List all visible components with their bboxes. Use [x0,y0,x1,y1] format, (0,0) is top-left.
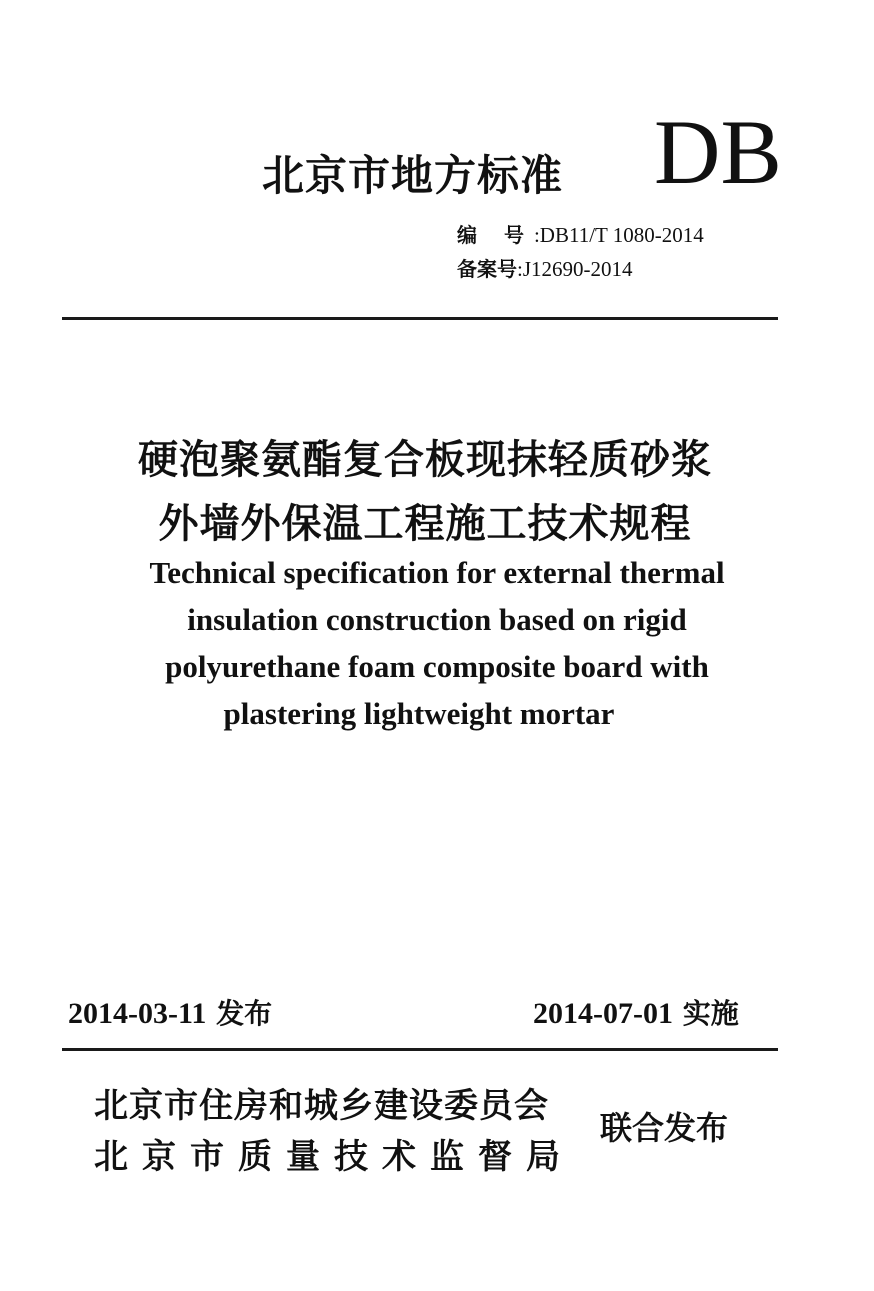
standard-number [457,219,704,248]
record-number-value: :J12690-2014 [517,257,633,281]
title-en-line-4: plastering lightweight mortar [223,696,615,731]
joint-issue-label: 联合发布 [600,1109,729,1147]
standard-type: 北京市地方标准 [262,151,564,200]
title-cn-line-1: 硬泡聚氨酯复合板现抹轻质砂浆 [138,437,712,483]
db-mark: DB [654,101,782,203]
title-cn-line-2: 外墙外保温工程施工技术规程 [158,501,692,547]
title-en-line-2: insulation construction based on rigid [187,602,687,637]
record-number-label: 备案号 [457,257,517,281]
title-en-line-3: polyurethane foam composite board with [165,649,709,684]
issue-date-value: 2014-03-11 [68,997,207,1030]
record-number [457,253,633,282]
standard-number-value: :DB11/T 1080-2014 [533,223,704,247]
title-en-line-1: Technical specification for external thermal [149,555,725,590]
issuer-line-1: 北京市住房和城乡建设委员会 [94,1086,549,1126]
standard-number-label: 编 号 [457,223,534,247]
implement-date-label: 实施 [682,997,739,1030]
implement-date-value: 2014-07-01 [533,997,673,1030]
issue-date-label: 发布 [216,997,273,1030]
issue-date [68,992,272,1032]
issuer-line-2: 北京市质量技术监督局 [94,1137,574,1177]
top-divider [62,317,778,320]
bottom-divider [62,1048,778,1051]
implement-date [533,992,739,1032]
